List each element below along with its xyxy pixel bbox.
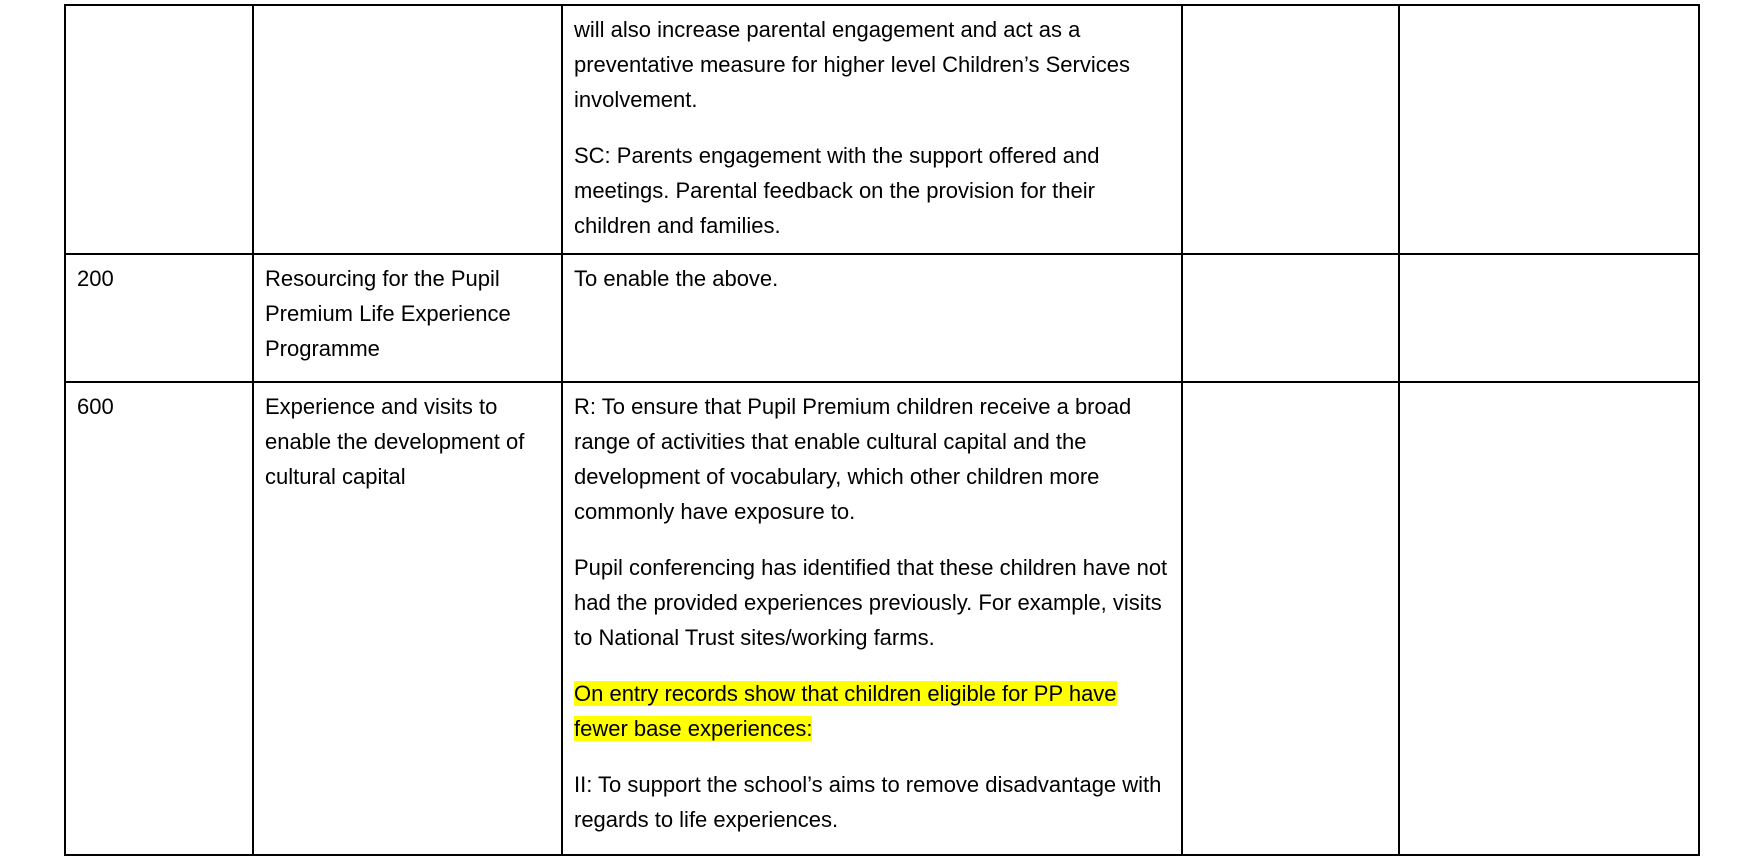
cost-cell xyxy=(65,5,253,254)
empty-cell xyxy=(1182,5,1399,254)
cost-cell: 600 xyxy=(65,382,253,855)
cost-cell: 200 xyxy=(65,254,253,382)
empty-cell xyxy=(1399,5,1699,254)
details-paragraph: SC: Parents engagement with the support offered and meetings. Parental feedback on the provision for their children and families. xyxy=(574,143,1100,238)
item-cell: Resourcing for the Pupil Premium Life Experience Programme xyxy=(253,254,562,382)
item-cell: Experience and visits to enable the development of cultural capital xyxy=(253,382,562,855)
document-table xyxy=(64,4,1700,856)
empty-cell xyxy=(1399,254,1699,382)
item-cell xyxy=(253,5,562,254)
details-cell xyxy=(562,5,1182,254)
table-row xyxy=(65,254,1699,382)
table-row xyxy=(65,5,1699,254)
details-paragraph: To enable the above. xyxy=(574,266,779,291)
empty-cell xyxy=(1182,254,1399,382)
empty-cell xyxy=(1399,382,1699,855)
table-row xyxy=(65,382,1699,855)
details-cell xyxy=(562,382,1182,855)
details-paragraph: R: To ensure that Pupil Premium children receive a broad range of activities that enable cultural capital and the development of vocabulary, which other children more commonly have exposure to. xyxy=(574,394,1132,524)
details-paragraph: Pupil conferencing has identified that these children have not had the provided experiences previously. For example, visits to National Trust sites/working farms. xyxy=(574,555,1168,650)
highlighted-paragraph xyxy=(574,676,1171,746)
details-cell xyxy=(562,254,1182,382)
empty-cell xyxy=(1182,382,1399,855)
highlighted-text: On entry records show that children eligible for PP have fewer base experiences: xyxy=(574,681,1117,741)
details-paragraph: II: To support the school’s aims to remove disadvantage with regards to life experiences. xyxy=(574,772,1162,832)
details-paragraph: will also increase parental engagement and act as a preventative measure for higher level Children’s Services involvement. xyxy=(574,17,1130,112)
